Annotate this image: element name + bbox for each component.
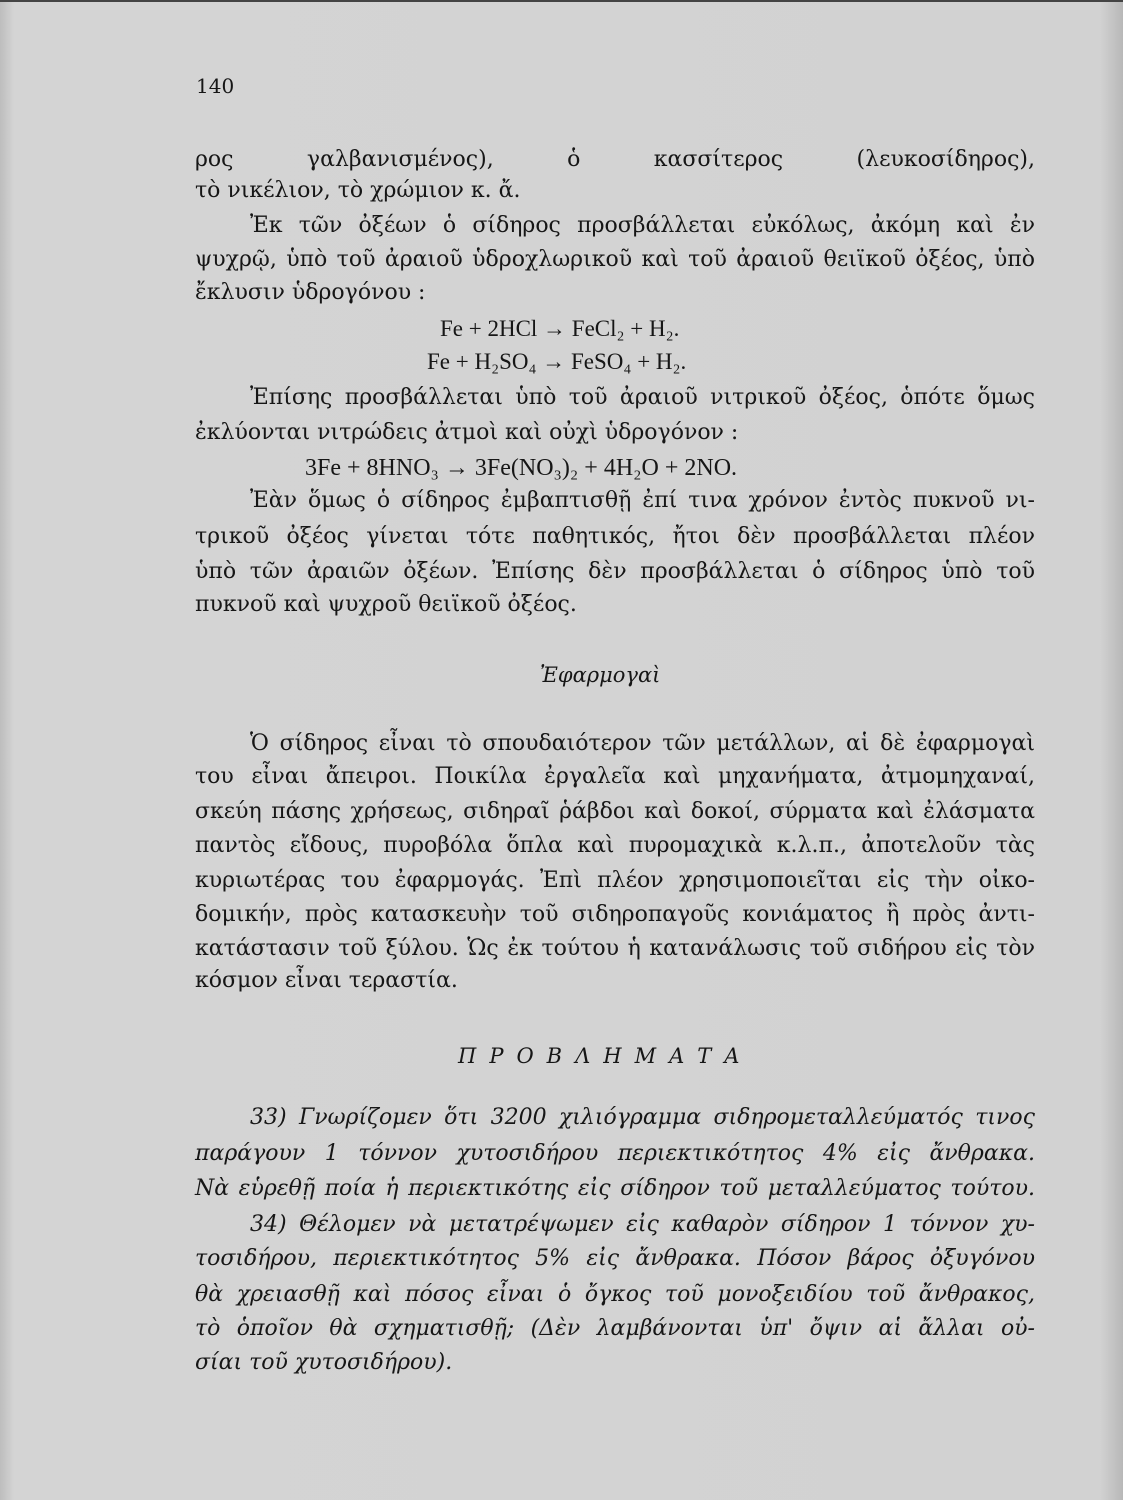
problem-line: 33) Γνωρίζομεν ὅτι 3200 χιλιόγραμμα σιδηρομεταλλεύματός τινος (250, 1105, 1035, 1130)
text-line: Ἐὰν ὅμως ὁ σίδηρος ἐμβαπτισθῇ ἐπί τινα χρόνον ἐντὸς πυκνοῦ νι- (250, 488, 1035, 513)
text-line: ἐκλύονται νιτρώδεις ἀτμοὶ καὶ οὐχὶ ὑδρογόνον : (195, 420, 739, 445)
problem-line: παράγουν 1 τόννον χυτοσιδήρου περιεκτικότητος 4% εἰς ἄνθρακα. (195, 1141, 1035, 1166)
problem-line: σίαι τοῦ χυτοσιδήρου). (195, 1350, 453, 1375)
equation: Fe + 2HCl → FeCl₂ + H₂. (440, 316, 680, 341)
page-number: 140 (196, 74, 235, 98)
text-line: δομικήν, πρὸς κατασκευὴν τοῦ σιδηροπαγοῦς κονιάματος ἢ πρὸς ἀντι- (195, 902, 1035, 927)
text-line: κυριωτέρας του ἐφαρμογάς. Ἐπὶ πλέον χρησιμοποιεῖται εἰς τὴν οἰκο- (195, 868, 1035, 893)
text-line: ἔκλυσιν ὑδρογόνου : (195, 280, 426, 305)
text-line: Ἐπίσης προσβάλλεται ὑπὸ τοῦ ἀραιοῦ νιτρικοῦ ὀξέος, ὁπότε ὅμως (250, 385, 1035, 410)
text-line: ὑπὸ τῶν ἀραιῶν ὀξέων. Ἐπίσης δὲν προσβάλλεται ὁ σίδηρος ὑπὸ τοῦ (195, 559, 1035, 584)
equation: Fe + H₂SO₄ → FeSO₄ + H₂. (427, 349, 687, 374)
text-line: ρος γαλβανισμένος), ὁ κασσίτερος (λευκοσίδηρος), (195, 147, 1035, 172)
text-line: Ὁ σίδηρος εἶναι τὸ σπουδαιότερον τῶν μετάλλων, αἱ δὲ ἐφαρμογαὶ (250, 731, 1035, 756)
text-line: παντὸς εἴδους, πυροβόλα ὅπλα καὶ πυρομαχικὰ κ.λ.π., ἀποτελοῦν τὰς (195, 833, 1035, 858)
section-heading: Ἐφαρμογαὶ (540, 663, 661, 687)
problem-line: θὰ χρειασθῇ καὶ πόσος εἶναι ὁ ὄγκος τοῦ μονοξειδίου τοῦ ἄνθρακος, (195, 1282, 1035, 1307)
text-line: πυκνοῦ καὶ ψυχροῦ θειϊκοῦ ὀξέος. (195, 592, 577, 617)
text-line: Ἐκ τῶν ὀξέων ὁ σίδηρος προσβάλλεται εὐκόλως, ἀκόμη καὶ ἐν (250, 213, 1035, 238)
page-top-edge (0, 0, 1123, 2)
problem-line: τοσιδήρου, περιεκτικότητος 5% εἰς ἄνθρακα. Πόσον βάρος ὀξυγόνου (195, 1246, 1035, 1271)
problem-line: τὸ ὁποῖον θὰ σχηματισθῇ; (Δὲν λαμβάνονται ὑπ' ὄψιν αἱ ἄλλαι οὐ- (195, 1316, 1035, 1341)
text-line: κατάστασιν τοῦ ξύλου. Ὡς ἐκ τούτου ἡ κατανάλωσις τοῦ σιδήρου εἰς τὸν (195, 936, 1035, 961)
problem-line: Νὰ εὑρεθῇ ποία ἡ περιεκτικότης εἰς σίδηρον τοῦ μεταλλεύματος τούτου. (195, 1176, 1035, 1201)
text-line: τὸ νικέλιον, τὸ χρώμιον κ. ἄ. (195, 178, 521, 203)
text-line: κόσμον εἶναι τεραστία. (195, 968, 458, 993)
text-line: τρικοῦ ὀξέος γίνεται τότε παθητικός, ἤτοι δὲν προσβάλλεται πλέον (195, 524, 1035, 549)
text-line: σκεύη πάσης χρήσεως, σιδηραῖ ῥάβδοι καὶ δοκοί, σύρματα καὶ ἐλάσματα (195, 799, 1035, 824)
equation: 3Fe + 8HNO₃ → 3Fe(NO₃)₂ + 4H₂O + 2NO. (305, 455, 738, 481)
problems-heading: ΠΡΟΒΛΗΜΑΤΑ (458, 1044, 753, 1068)
problem-line: 34) Θέλομεν νὰ μετατρέψωμεν εἰς καθαρὸν σίδηρον 1 τόννον χυ- (250, 1212, 1035, 1237)
text-line: ψυχρῷ, ὑπὸ τοῦ ἀραιοῦ ὑδροχλωρικοῦ καὶ τοῦ ἀραιοῦ θειϊκοῦ ὀξέος, ὑπὸ (195, 247, 1035, 272)
text-line: του εἶναι ἄπειροι. Ποικίλα ἐργαλεῖα καὶ μηχανήματα, ἀτμομηχαναί, (195, 764, 1035, 789)
